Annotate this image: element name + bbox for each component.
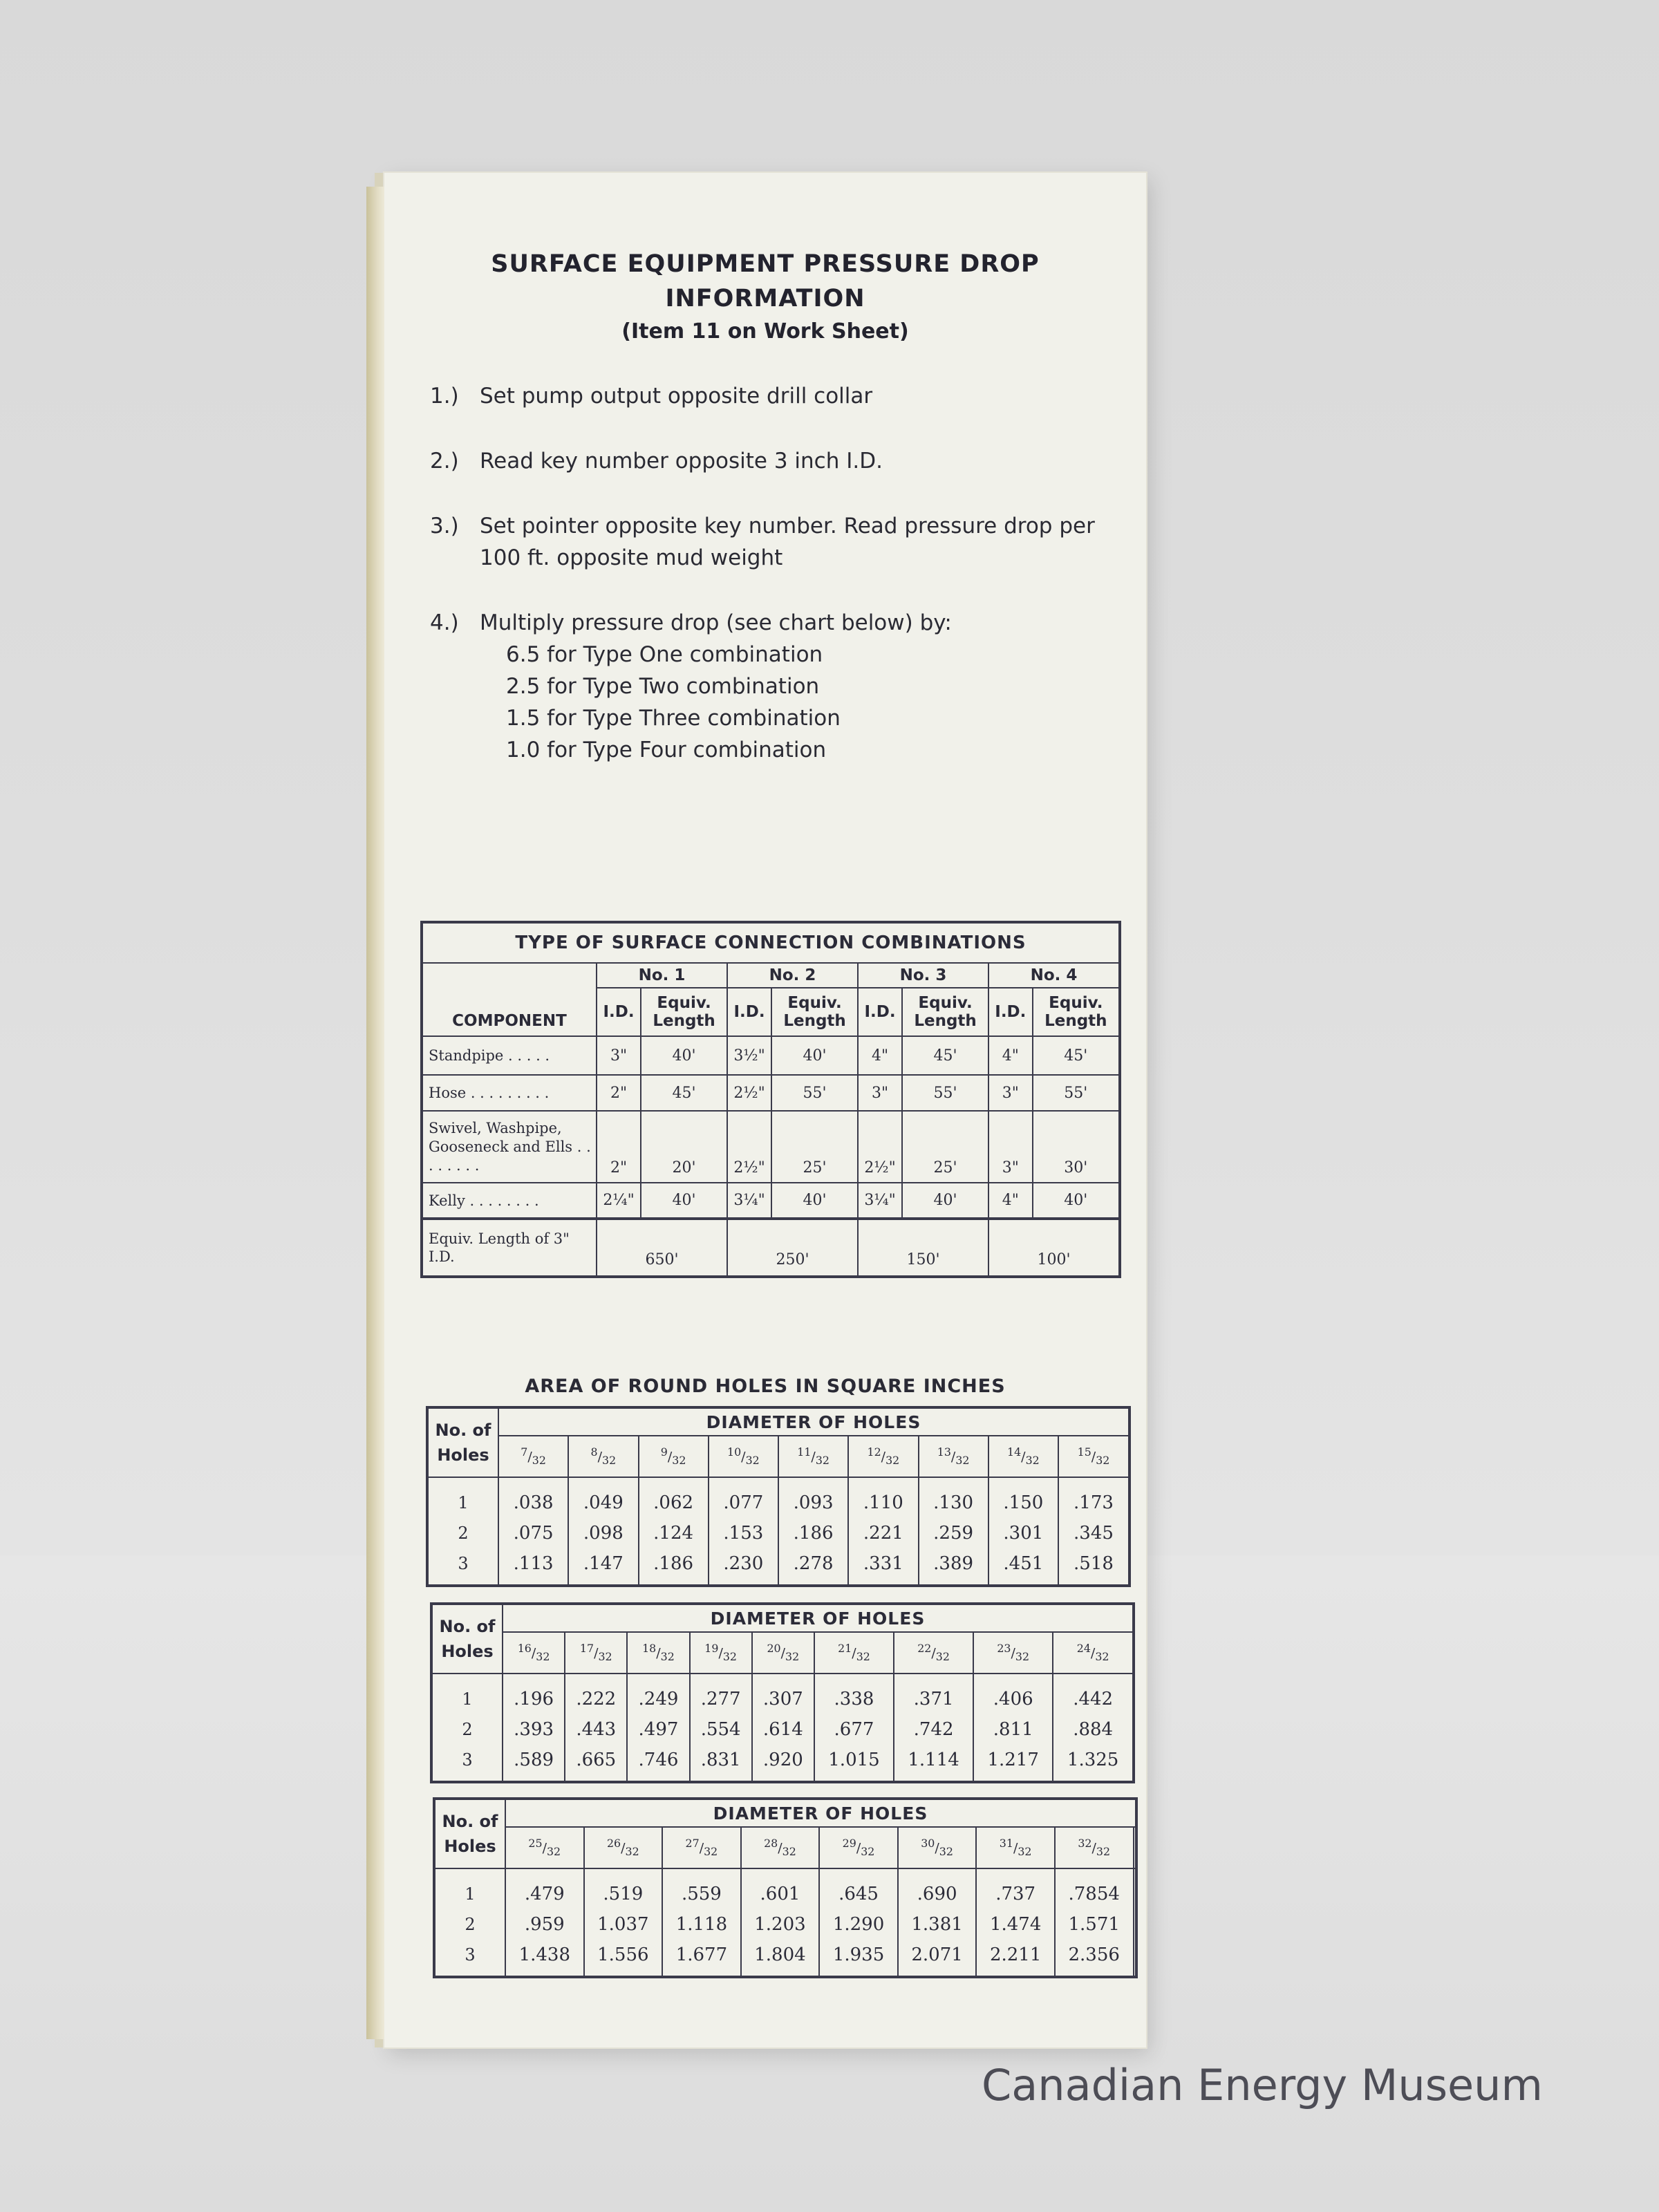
diameter-fraction: $^{13}/_{32}$ [919, 1436, 988, 1477]
area-value: .811 [973, 1714, 1053, 1745]
diameter-fraction: $^{26}/_{32}$ [584, 1827, 663, 1868]
component-swivel: Swivel, Washpipe, Gooseneck and Ells . . . . . . . . [422, 1111, 597, 1183]
equiv-header: Equiv. Length [641, 988, 727, 1036]
area-value: .277 [690, 1674, 752, 1714]
table-cell: 4" [858, 1036, 902, 1075]
area-value: .645 [819, 1868, 898, 1909]
area-value: .249 [627, 1674, 689, 1714]
area-value: .259 [919, 1518, 988, 1548]
area-value: 1.474 [976, 1909, 1055, 1940]
area-value: .345 [1058, 1518, 1130, 1548]
area-value: .093 [778, 1477, 848, 1518]
hole-count: 2 [427, 1518, 498, 1548]
component-header: COMPONENT [422, 963, 597, 1036]
area-value [1134, 1909, 1137, 1940]
table-row [422, 1183, 1120, 1219]
equiv-header: Equiv. Length [771, 988, 858, 1036]
holes-header-row [427, 1407, 1130, 1436]
table-row [422, 1075, 1120, 1111]
group-header-3: No. 3 [858, 963, 988, 988]
table-row [427, 1518, 1130, 1548]
table-cell: 40' [1033, 1183, 1120, 1219]
group-header-2: No. 2 [727, 963, 858, 988]
area-value: .077 [709, 1477, 778, 1518]
area-value: .443 [565, 1714, 627, 1745]
step-4: 4.) Multiply pressure drop (see chart below) by: [430, 610, 952, 635]
area-value: 1.381 [898, 1909, 977, 1940]
area-value: .049 [568, 1477, 638, 1518]
table-cell: 40' [902, 1183, 988, 1219]
area-value: .601 [741, 1868, 820, 1909]
area-value: .7854 [1055, 1868, 1134, 1909]
diameter-fraction: $^{15}/_{32}$ [1058, 1436, 1130, 1477]
multiplier-1: 6.5 for Type One combination [506, 642, 823, 667]
no-of-holes-header: No. of Holes [427, 1407, 498, 1477]
area-value: .062 [639, 1477, 709, 1518]
area-value: .554 [690, 1714, 752, 1745]
area-value: .124 [639, 1518, 709, 1548]
multiplier-2: 2.5 for Type Two combination [506, 674, 820, 699]
id-header: I.D. [858, 988, 902, 1036]
area-value: .920 [752, 1745, 814, 1782]
table-cell: 45' [902, 1036, 988, 1075]
table-cell: 20' [641, 1111, 727, 1183]
table-cell: 45' [1033, 1036, 1120, 1075]
table-row [431, 1714, 1134, 1745]
area-value: .389 [919, 1548, 988, 1586]
table-cell: 45' [641, 1075, 727, 1111]
equiv-length-label: Equiv. Length of 3" I.D. [422, 1219, 597, 1277]
diameter-fraction: $^{17}/_{32}$ [565, 1632, 627, 1674]
title-line-1: SURFACE EQUIPMENT PRESSURE DROP [491, 250, 1040, 278]
table-row [434, 1940, 1136, 1977]
area-value: .331 [848, 1548, 918, 1586]
area-value: .153 [709, 1518, 778, 1548]
area-value: .690 [898, 1868, 977, 1909]
table-cell: 40' [771, 1036, 858, 1075]
diameter-fraction: $^{27}/_{32}$ [662, 1827, 741, 1868]
multiplier-4: 1.0 for Type Four combination [506, 738, 827, 762]
area-value: .742 [894, 1714, 973, 1745]
group-header-4: No. 4 [988, 963, 1120, 988]
area-value: .230 [709, 1548, 778, 1586]
area-value: .338 [814, 1674, 894, 1714]
area-value: .371 [894, 1674, 973, 1714]
area-value: .221 [848, 1518, 918, 1548]
diameter-fraction: $^{11}/_{32}$ [778, 1436, 848, 1477]
table-cell: 4" [988, 1036, 1033, 1075]
group-header-1: No. 1 [597, 963, 727, 988]
table-row [422, 1036, 1120, 1075]
table-row [427, 1548, 1130, 1586]
area-value: 1.571 [1055, 1909, 1134, 1940]
table-cell: 25' [771, 1111, 858, 1183]
table-row [431, 1745, 1134, 1782]
diameter-fraction: $^{32}/_{32}$ [1055, 1827, 1134, 1868]
area-value: .186 [639, 1548, 709, 1586]
diameter-fraction: $^9/_{32}$ [639, 1436, 709, 1477]
table-row [427, 1477, 1130, 1518]
area-value: .884 [1053, 1714, 1134, 1745]
diameter-of-holes-header: DIAMETER OF HOLES [503, 1604, 1134, 1632]
equiv-value: 100' [988, 1219, 1120, 1277]
area-value: .451 [988, 1548, 1058, 1586]
diameter-fraction: $^{28}/_{32}$ [741, 1827, 820, 1868]
area-value: .737 [976, 1868, 1055, 1909]
equiv-value: 650' [597, 1219, 727, 1277]
area-value: .497 [627, 1714, 689, 1745]
equiv-value: 150' [858, 1219, 988, 1277]
area-value: .307 [752, 1674, 814, 1714]
area-value: .393 [503, 1714, 565, 1745]
area-value: .098 [568, 1518, 638, 1548]
table-cell: 4" [988, 1183, 1033, 1219]
title-line-2: INFORMATION [665, 285, 865, 312]
table-cell: 2" [597, 1075, 641, 1111]
equiv-header: Equiv. Length [902, 988, 988, 1036]
area-value: 2.211 [976, 1940, 1055, 1977]
area-value: .150 [988, 1477, 1058, 1518]
area-value: .186 [778, 1518, 848, 1548]
diameter-fraction: $^{18}/_{32}$ [627, 1632, 689, 1674]
holes-title: AREA OF ROUND HOLES IN SQUARE INCHES [525, 1376, 1006, 1397]
diameter-fraction: $^{30}/_{32}$ [898, 1827, 977, 1868]
hole-count: 1 [434, 1868, 505, 1909]
table-cell: 25' [902, 1111, 988, 1183]
instructions [430, 380, 1121, 766]
area-value: 1.217 [973, 1745, 1053, 1782]
table-cell: 3¼" [727, 1183, 771, 1219]
diameter-of-holes-header: DIAMETER OF HOLES [498, 1407, 1130, 1436]
slide-rule-card [384, 173, 1146, 2047]
diameter-fraction: $^{12}/_{32}$ [848, 1436, 918, 1477]
component-hose: Hose . . . . . . . . . [422, 1075, 597, 1111]
table-cell: 40' [641, 1036, 727, 1075]
hole-count: 1 [427, 1477, 498, 1518]
area-value: .665 [565, 1745, 627, 1782]
area-value: .113 [498, 1548, 568, 1586]
table-row [434, 1868, 1136, 1909]
diameter-fraction: $^{16}/_{32}$ [503, 1632, 565, 1674]
area-value: 1.290 [819, 1909, 898, 1940]
diameter-row [431, 1632, 1134, 1674]
area-value: .519 [584, 1868, 663, 1909]
table-row [434, 1909, 1136, 1940]
area-value: .196 [503, 1674, 565, 1714]
diameter-fraction: $^{22}/_{32}$ [894, 1632, 973, 1674]
component-kelly: Kelly . . . . . . . . [422, 1183, 597, 1219]
table-cell: 3¼" [858, 1183, 902, 1219]
area-value: 1.556 [584, 1940, 663, 1977]
diameter-fraction: $^{23}/_{32}$ [973, 1632, 1053, 1674]
area-value: .589 [503, 1745, 565, 1782]
table-cell: 30' [1033, 1111, 1120, 1183]
equiv-value: 250' [727, 1219, 858, 1277]
diameter-fraction: $^8/_{32}$ [568, 1436, 638, 1477]
diameter-row [434, 1827, 1136, 1868]
table-cell: 40' [771, 1183, 858, 1219]
area-value: .479 [505, 1868, 584, 1909]
holes-table-2 [430, 1602, 1135, 1783]
area-value: .614 [752, 1714, 814, 1745]
diameter-fraction: $^{21}/_{32}$ [814, 1632, 894, 1674]
id-header: I.D. [988, 988, 1033, 1036]
area-value: 1.203 [741, 1909, 820, 1940]
area-value: .518 [1058, 1548, 1130, 1586]
area-value: 1.438 [505, 1940, 584, 1977]
table-cell: 2½" [727, 1111, 771, 1183]
table-cell: 3" [988, 1111, 1033, 1183]
table-cell: 55' [902, 1075, 988, 1111]
hole-count: 3 [427, 1548, 498, 1586]
connection-table-caption: TYPE OF SURFACE CONNECTION COMBINATIONS [422, 922, 1120, 963]
area-value: 1.935 [819, 1940, 898, 1977]
table-cell: 2" [597, 1111, 641, 1183]
area-value: 1.325 [1053, 1745, 1134, 1782]
id-header: I.D. [727, 988, 771, 1036]
connection-combinations-table [420, 921, 1121, 1278]
no-of-holes-header: No. of Holes [431, 1604, 503, 1674]
area-value [1134, 1940, 1137, 1977]
area-value: .301 [988, 1518, 1058, 1548]
diameter-fraction: $^{24}/_{32}$ [1053, 1632, 1134, 1674]
diameter-fraction: $^{29}/_{32}$ [819, 1827, 898, 1868]
step-2: 2.) Read key number opposite 3 inch I.D. [430, 449, 883, 474]
table-cell: 3" [597, 1036, 641, 1075]
table-cell: 2½" [727, 1075, 771, 1111]
diameter-fraction: $^{20}/_{32}$ [752, 1632, 814, 1674]
diameter-fraction: $^{19}/_{32}$ [690, 1632, 752, 1674]
area-value: .130 [919, 1477, 988, 1518]
holes-header-row [434, 1799, 1136, 1827]
area-value: .110 [848, 1477, 918, 1518]
diameter-of-holes-header: DIAMETER OF HOLES [505, 1799, 1136, 1827]
id-header: I.D. [597, 988, 641, 1036]
area-value: .222 [565, 1674, 627, 1714]
component-standpipe: Standpipe . . . . . [422, 1036, 597, 1075]
step-3: 3.) Set pointer opposite key number. Read pressure drop per 100 ft. opposite mud weight [430, 514, 1095, 570]
area-value: 1.677 [662, 1940, 741, 1977]
holes-table-3 [433, 1797, 1138, 1978]
table-cell: 2¼" [597, 1183, 641, 1219]
multiplier-3: 1.5 for Type Three combination [506, 706, 841, 731]
equiv-length-row [422, 1219, 1120, 1277]
hole-count: 2 [431, 1714, 503, 1745]
diameter-fraction [1134, 1827, 1137, 1868]
card-edge [366, 187, 384, 2039]
area-value: 1.118 [662, 1909, 741, 1940]
table-cell: 2½" [858, 1111, 902, 1183]
holes-table-1 [426, 1406, 1131, 1587]
hole-count: 3 [434, 1940, 505, 1977]
area-value: 1.804 [741, 1940, 820, 1977]
area-value: .075 [498, 1518, 568, 1548]
area-value: 2.356 [1055, 1940, 1134, 1977]
museum-watermark: Canadian Energy Museum [982, 2060, 1543, 2110]
area-value: .442 [1053, 1674, 1134, 1714]
table-row [431, 1674, 1134, 1714]
table-cell: 55' [1033, 1075, 1120, 1111]
table-cell: 3" [988, 1075, 1033, 1111]
diameter-fraction: $^{25}/_{32}$ [505, 1827, 584, 1868]
table-cell: 40' [641, 1183, 727, 1219]
hole-count: 3 [431, 1745, 503, 1782]
diameter-fraction: $^7/_{32}$ [498, 1436, 568, 1477]
table-row [422, 1111, 1120, 1183]
hole-count: 2 [434, 1909, 505, 1940]
title-line-3: (Item 11 on Work Sheet) [621, 319, 909, 344]
area-value: .173 [1058, 1477, 1130, 1518]
holes-header-row [431, 1604, 1134, 1632]
area-value: 2.071 [898, 1940, 977, 1977]
area-value: .278 [778, 1548, 848, 1586]
table-cell: 3½" [727, 1036, 771, 1075]
diameter-fraction: $^{10}/_{32}$ [709, 1436, 778, 1477]
area-value [1134, 1868, 1137, 1909]
step-1: 1.) Set pump output opposite drill collar [430, 384, 873, 409]
area-value: .677 [814, 1714, 894, 1745]
table-cell: 3" [858, 1075, 902, 1111]
table-cell: 55' [771, 1075, 858, 1111]
area-value: 1.015 [814, 1745, 894, 1782]
area-value: .746 [627, 1745, 689, 1782]
hole-count: 1 [431, 1674, 503, 1714]
area-value: .559 [662, 1868, 741, 1909]
area-value: 1.114 [894, 1745, 973, 1782]
area-value: 1.037 [584, 1909, 663, 1940]
equiv-header: Equiv. Length [1033, 988, 1120, 1036]
area-value: .831 [690, 1745, 752, 1782]
diameter-row [427, 1436, 1130, 1477]
area-value: .038 [498, 1477, 568, 1518]
area-value: .147 [568, 1548, 638, 1586]
area-value: .959 [505, 1909, 584, 1940]
diameter-fraction: $^{14}/_{32}$ [988, 1436, 1058, 1477]
area-value: .406 [973, 1674, 1053, 1714]
no-of-holes-header: No. of Holes [434, 1799, 505, 1868]
diameter-fraction: $^{31}/_{32}$ [976, 1827, 1055, 1868]
